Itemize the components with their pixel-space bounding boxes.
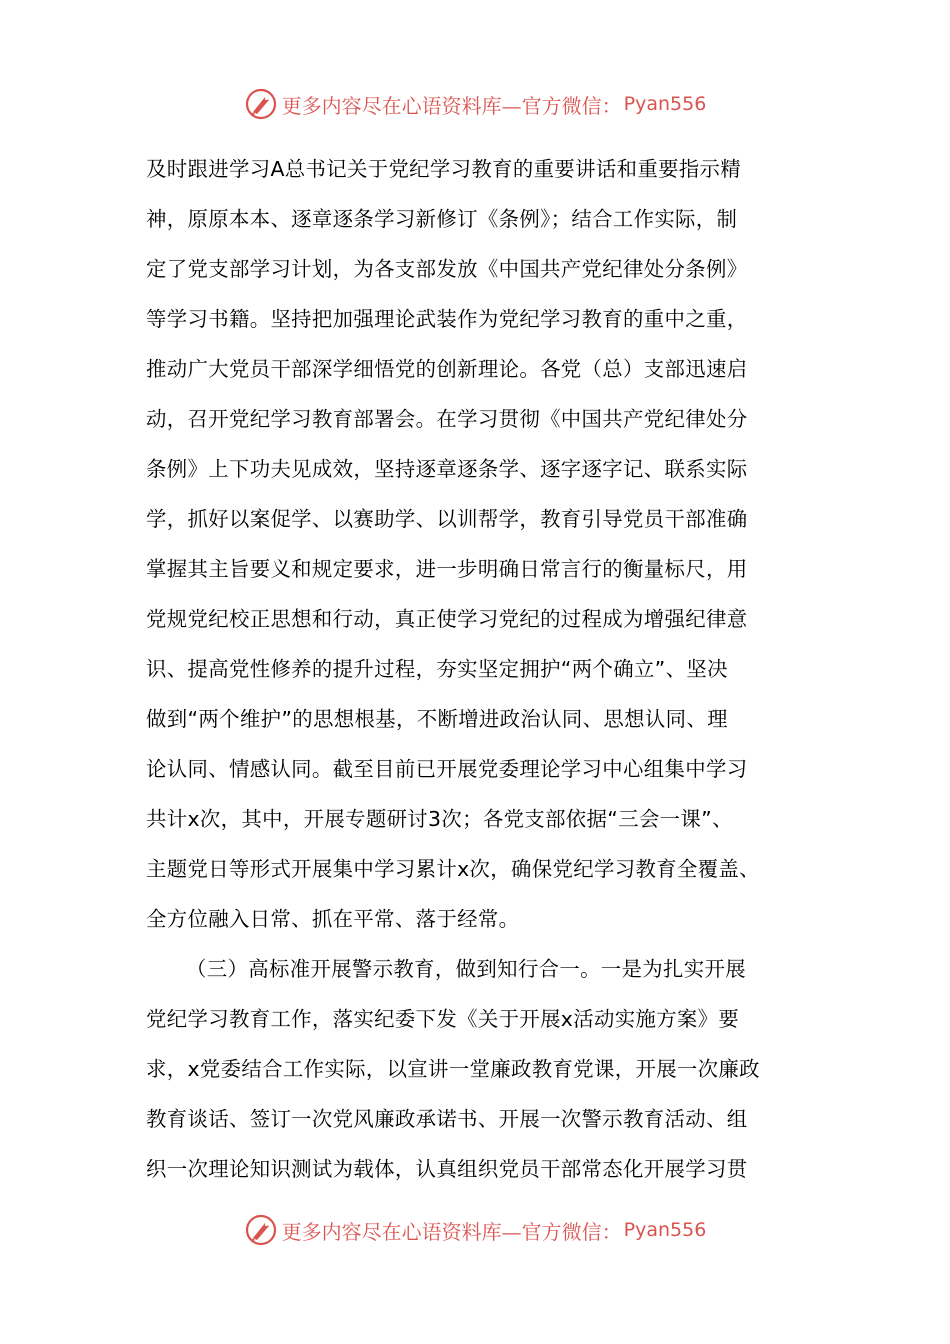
body-line: 党规党纪校正思想和行动，真正使学习党纪的过程成为增强纪律意 [146, 607, 748, 631]
body-line: 定了党支部学习计划，为各支部发放《中国共产党纪律处分条例》 [146, 257, 748, 281]
body-line: 识、提高党性修养的提升过程，夯实坚定拥护“两个确立”、坚决 [146, 657, 728, 681]
section-heading-line: （三）高标准开展警示教育，做到知行合一。一是为扎实开展 [186, 957, 746, 981]
wechat-id: Pyan556 [623, 93, 707, 115]
body-line: 共计x次，其中，开展专题研讨3次；各党支部依据“三会一课”、 [146, 807, 733, 831]
footer-watermark-banner [0, 1210, 950, 1250]
body-line: 主题党日等形式开展集中学习累计x次，确保党纪学习教育全覆盖、 [146, 857, 760, 881]
body-line: 动，召开党纪学习教育部署会。在学习贯彻《中国共产党纪律处分 [146, 407, 748, 431]
wechat-id: Pyan556 [623, 1219, 707, 1241]
body-line: 教育谈话、签订一次党风廉政承诺书、开展一次警示教育活动、组 [146, 1107, 748, 1131]
body-line: 织一次理论知识测试为载体，认真组织党员干部常态化开展学习贯 [146, 1157, 748, 1181]
pen-nib-circle-icon [244, 87, 278, 121]
document-body [146, 144, 826, 1194]
watermark-text: 更多内容尽在心语资料库—官方微信： [281, 1219, 622, 1244]
body-line: 条例》上下功夫见成效，坚持逐章逐条学、逐字逐字记、联系实际 [146, 457, 748, 481]
body-line: 学，抓好以案促学、以赛助学、以训帮学，教育引导党员干部准确 [146, 507, 748, 531]
pen-nib-circle-icon [244, 1213, 278, 1247]
body-line: 党纪学习教育工作，落实纪委下发《关于开展x活动实施方案》要 [146, 1007, 740, 1031]
body-line: 神，原原本本、逐章逐条学习新修订《条例》；结合工作实际，制 [146, 207, 738, 231]
body-line: 全方位融入日常、抓在平常、落于经常。 [146, 907, 520, 931]
body-line: 求，x党委结合工作实际，以宣讲一堂廉政教育党课，开展一次廉政 [146, 1057, 760, 1081]
body-line: 掌握其主旨要义和规定要求，进一步明确日常言行的衡量标尺，用 [146, 557, 748, 581]
watermark-text: 更多内容尽在心语资料库—官方微信： [281, 93, 622, 118]
header-watermark-banner [0, 84, 950, 124]
body-line: 等学习书籍。坚持把加强理论武装作为党纪学习教育的重中之重， [146, 307, 748, 331]
body-line: 做到“两个维护”的思想根基，不断增进政治认同、思想认同、理 [146, 707, 728, 731]
body-line: 论认同、情感认同。截至目前已开展党委理论学习中心组集中学习 [146, 757, 748, 781]
body-line: 及时跟进学习A总书记关于党纪学习教育的重要讲话和重要指示精 [146, 157, 742, 181]
body-line: 推动广大党员干部深学细悟党的创新理论。各党（总）支部迅速启 [146, 357, 748, 381]
